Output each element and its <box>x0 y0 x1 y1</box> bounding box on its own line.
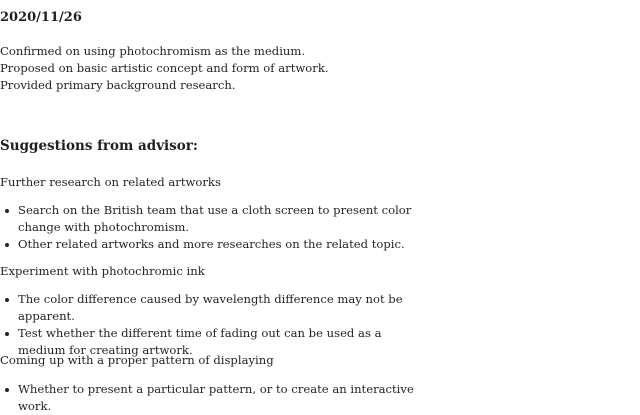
bullet-icon <box>5 332 9 336</box>
section-title-pattern: Coming up with a proper pattern of displaying <box>0 353 274 367</box>
list-item <box>0 202 430 236</box>
list-item <box>0 236 430 253</box>
date-heading: 2020/11/26 <box>0 10 82 25</box>
bullet-icon <box>5 298 9 302</box>
intro-paragraph <box>0 43 430 94</box>
section-title-experiment: Experiment with photochromic ink <box>0 264 205 278</box>
intro-line: Provided primary background research. <box>0 78 236 92</box>
advisor-heading: Suggestions from advisor: <box>0 138 198 154</box>
bullet-icon <box>5 243 9 247</box>
bullet-text: Test whether the different time of fading out can be used as a medium for creating artwork. <box>18 326 382 357</box>
bullet-icon <box>5 388 9 392</box>
intro-line: Confirmed on using photochromism as the medium. <box>0 44 306 58</box>
bullet-text: The color difference caused by wavelength difference may not be apparent. <box>18 292 403 323</box>
bullet-text: Search on the British team that use a cloth screen to present color change with photochromism. <box>18 203 412 234</box>
bullet-text: Other related artworks and more researches on the related topic. <box>18 237 405 251</box>
list-item <box>0 381 430 415</box>
list-item <box>0 291 430 325</box>
intro-line: Proposed on basic artistic concept and form of artwork. <box>0 61 329 75</box>
bullet-list-research <box>0 202 430 253</box>
bullet-text: Whether to present a particular pattern, or to create an interactive work. <box>18 382 414 413</box>
bullet-icon <box>5 209 9 213</box>
section-title-research: Further research on related artworks <box>0 175 221 189</box>
bullet-list-experiment <box>0 291 430 359</box>
bullet-list-pattern <box>0 381 430 415</box>
